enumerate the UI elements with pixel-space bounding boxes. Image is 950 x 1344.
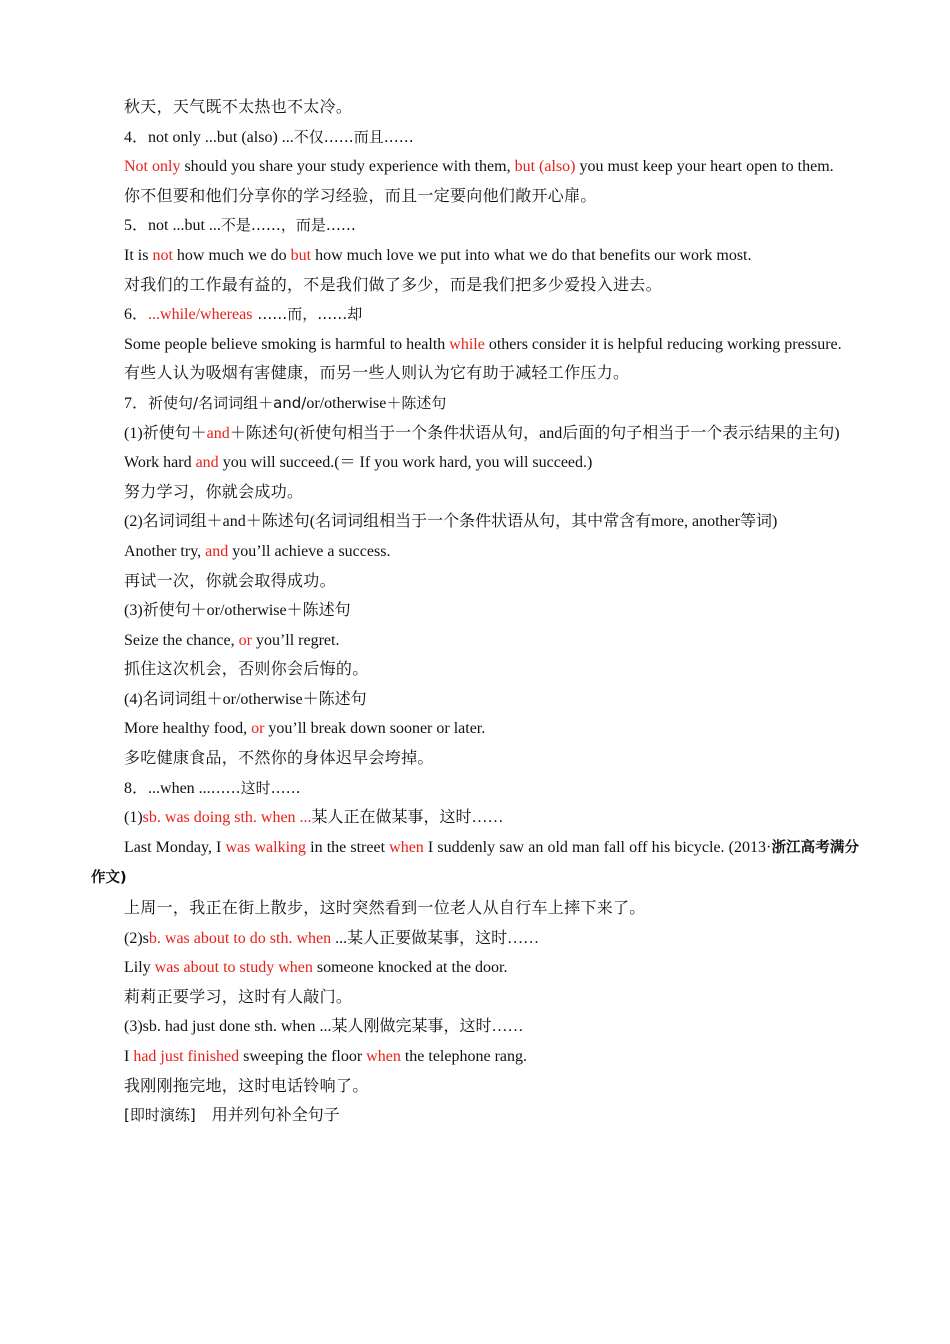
subsection-4: (4)名词词组＋or/otherwise＋陈述句 xyxy=(124,690,367,708)
text: ＋陈述句(祈使句相当于一个条件状语从句， xyxy=(229,424,540,442)
text: how much love we put into what we do that benefits our work most. xyxy=(311,246,752,264)
section-number: 7． xyxy=(124,394,149,412)
highlight: and xyxy=(195,454,219,472)
highlight: was walking xyxy=(225,838,307,856)
example-sentence xyxy=(91,833,859,894)
translation-line: 多吃健康食品，不然你的身体迟早会垮掉。 xyxy=(124,750,434,768)
practice-heading xyxy=(91,1101,859,1131)
subsection-3: (3)祈使句＋or/otherwise＋陈述句 xyxy=(124,602,351,620)
text: Some people believe smoking is harmful to health xyxy=(124,335,450,353)
text: I xyxy=(124,1048,134,1065)
highlight: and xyxy=(205,542,229,560)
section-number: 6． xyxy=(124,306,149,324)
translation-line: 秋天，天气既不太热也不太冷。 xyxy=(124,99,353,116)
highlight: had just finished xyxy=(133,1048,240,1065)
text: you’ll achieve a success. xyxy=(228,542,391,560)
highlight: b. was about to do sth. when xyxy=(148,929,332,947)
section-heading-6 xyxy=(91,300,859,330)
example-sentence xyxy=(91,152,859,182)
text: (2)s xyxy=(124,929,149,947)
translation-line: 上周一，我正在街上散步，这时突然看到一位老人从自行车上摔下来了。 xyxy=(124,900,646,918)
highlight: ...while/whereas xyxy=(148,306,253,324)
pattern-meaning: 不仅……而且…… xyxy=(293,127,414,146)
translation-line: 努力学习，你就会成功。 xyxy=(124,483,304,501)
example-sentence xyxy=(91,626,859,656)
text: Another try, xyxy=(124,542,206,560)
translation-line: 对我们的工作最有益的，不是我们做了多少，而是我们把多少爱投入进去。 xyxy=(124,276,662,294)
text: It is xyxy=(124,246,153,264)
text: should you share your study experience with them, xyxy=(180,158,515,176)
section-number: 5． xyxy=(124,217,149,235)
highlight: sb. was doing sth. when ... xyxy=(142,809,312,827)
text: and xyxy=(539,424,563,442)
text: 等词) xyxy=(739,513,778,531)
text: (2)名词词组＋and＋陈述句(名词词组相当于一个条件状语从句，其中常含有 xyxy=(124,513,652,531)
highlight: when xyxy=(389,838,424,856)
text: more, another xyxy=(651,513,740,531)
example-sentence xyxy=(91,953,859,983)
text: 某人正在做某事，这时…… xyxy=(311,809,504,827)
text: Seize the chance, xyxy=(124,631,239,649)
text: Last Monday, I xyxy=(124,838,226,856)
section-heading-4 xyxy=(91,123,859,153)
section-heading-7 xyxy=(91,389,859,419)
text: I suddenly saw an old man fall off his bicycle. (2013· xyxy=(423,838,772,856)
highlight: was about to study when xyxy=(154,959,313,977)
highlight: while xyxy=(449,335,485,353)
text: the telephone rang. xyxy=(400,1048,527,1065)
translation-line: 有些人认为吸烟有害健康，而另一些人则认为它有助于减轻工作压力。 xyxy=(124,365,630,383)
example-sentence xyxy=(91,537,859,567)
highlight: or xyxy=(251,720,265,738)
highlight: and xyxy=(206,424,230,442)
section-heading-5 xyxy=(91,211,859,241)
example-sentence xyxy=(91,241,859,271)
subsection-2 xyxy=(91,507,859,537)
translation-line: 我刚刚拖完地，这时电话铃响了。 xyxy=(124,1077,369,1095)
text: someone knocked at the door. xyxy=(312,959,508,977)
highlight: but xyxy=(290,246,312,264)
pattern-text: 祈使句/名词词组＋and/ xyxy=(148,393,307,412)
text: (1) xyxy=(124,809,143,827)
pattern-meaning: ……而，……却 xyxy=(252,305,363,324)
example-sentence xyxy=(91,330,859,360)
highlight: when xyxy=(366,1048,401,1065)
text: Lily xyxy=(124,959,155,977)
translation-line: 抓住这次机会，否则你会后悔的。 xyxy=(124,661,369,679)
text: you’ll break down sooner or later. xyxy=(264,720,486,738)
section-heading-8 xyxy=(91,774,859,804)
pattern-text: ＋陈述句 xyxy=(386,393,447,412)
pattern-text: ...when ... xyxy=(148,779,211,797)
translation-line: 再试一次，你就会取得成功。 xyxy=(124,572,336,590)
text: sweeping the floor xyxy=(239,1048,367,1065)
subsection-1 xyxy=(91,803,859,833)
subsection-1 xyxy=(91,419,859,449)
subsection-3: (3)sb. had just done sth. when ...某人刚做完某事，这时…… xyxy=(124,1018,524,1036)
source-note: 浙江高考满分作文) xyxy=(91,839,859,887)
text: ...某人正要做某事，这时…… xyxy=(331,929,540,947)
practice-instruction: 用并列句补全句子 xyxy=(195,1107,340,1125)
highlight: not xyxy=(152,246,173,264)
text: 后面的句子相当于一个表示结果的主句) xyxy=(562,424,840,442)
section-number: 4． xyxy=(124,128,149,146)
translation-line: 你不但要和他们分享你的学习经验，而且一定要向他们敞开心扉。 xyxy=(124,187,597,205)
text: you must keep your heart open to them. xyxy=(575,158,834,176)
practice-label: [即时演练] xyxy=(124,1106,196,1125)
pattern-meaning: ……这时…… xyxy=(210,778,301,797)
pattern-text: or/otherwise xyxy=(306,394,387,412)
text: you’ll regret. xyxy=(251,631,340,649)
pattern-meaning: 不是……，而是…… xyxy=(220,216,356,235)
example-sentence xyxy=(91,1042,859,1072)
section-number: 8． xyxy=(124,779,149,797)
example-sentence xyxy=(91,714,859,744)
pattern-text: not only ...but (also) ... xyxy=(148,128,294,146)
highlight: but (also) xyxy=(514,158,576,176)
text: More healthy food, xyxy=(124,720,252,738)
highlight: Not only xyxy=(124,158,181,176)
translation-line: 莉莉正要学习，这时有人敲门。 xyxy=(124,988,353,1006)
subsection-2 xyxy=(91,924,859,954)
text: Work hard xyxy=(124,454,196,472)
text: others consider it is helpful reducing working pressure. xyxy=(484,335,842,353)
document-page xyxy=(91,93,859,1131)
text: you will succeed.(＝ If you work hard, you will succeed.) xyxy=(218,454,593,472)
example-sentence xyxy=(91,448,859,478)
text: how much we do xyxy=(172,246,291,264)
pattern-text: not ...but ... xyxy=(148,217,221,235)
text: (1)祈使句＋ xyxy=(124,424,207,442)
highlight: or xyxy=(238,631,252,649)
text: in the street xyxy=(306,838,390,856)
